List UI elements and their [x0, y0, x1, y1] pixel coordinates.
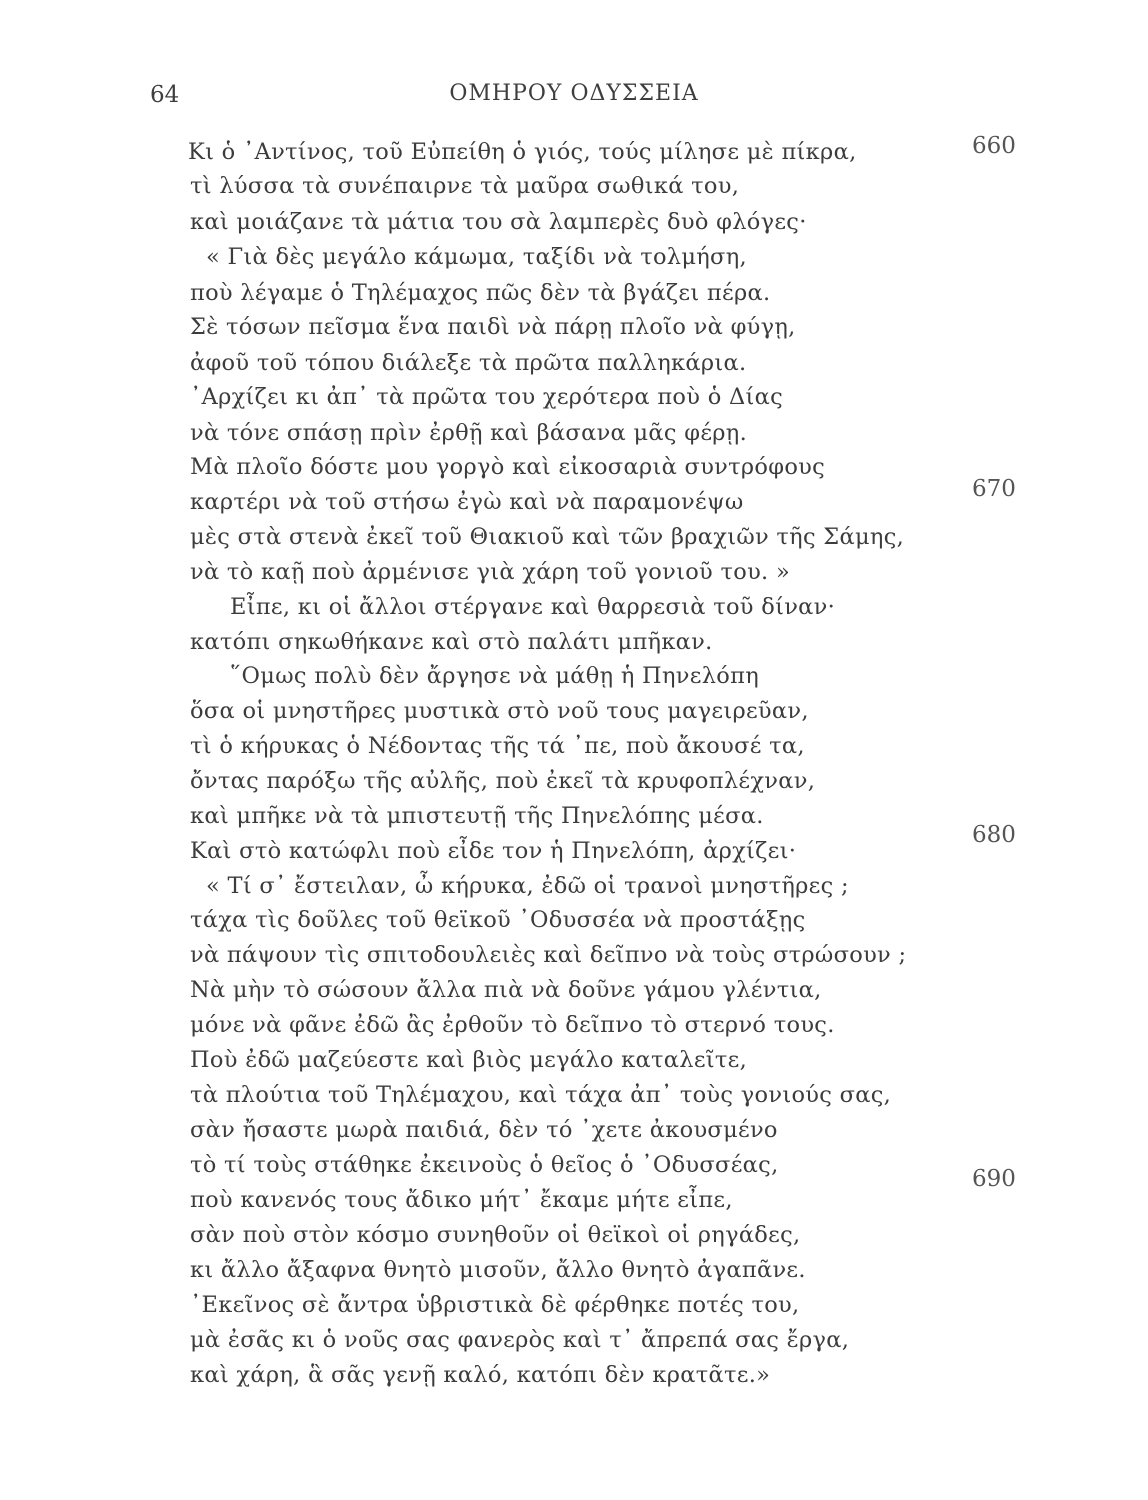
verse-line: Σὲ τόσων πεῖσμα ἕνα παιδὶ νὰ πάρῃ πλοῖο νὰ φύγῃ, [190, 314, 796, 340]
verse-line: Κι ὁ ᾿Αντίνος, τοῦ Εὐπείθη ὁ γιός, τούς μίλησε μὲ πίκρα, [188, 139, 857, 165]
running-head: ΟΜΗΡΟΥ ΟΔΥΣΣΕΙΑ [449, 81, 699, 106]
verse-line: « Γιὰ δὲς μεγάλο κάμωμα, ταξίδι νὰ τολμήση, [206, 244, 747, 270]
verse-line: Νὰ μὴν τὸ σώσουν ἄλλα πιὰ νὰ δοῦνε γάμου γλέντια, [190, 977, 822, 1003]
verse-line: κι ἄλλο ἄξαφνα θνητὸ μισοῦν, ἄλλο θνητὸ ἀγαπᾶνε. [190, 1257, 806, 1283]
page-number: 64 [150, 82, 180, 108]
verse-line: ὅσα οἱ μνηστῆρες μυστικὰ στὸ νοῦ τους μαγειρεῦαν, [190, 698, 809, 724]
line-number: 670 [972, 476, 1016, 502]
verse-line: νὰ τόνε σπάσῃ πρὶν ἐρθῇ καὶ βάσανα μᾶς φέρῃ. [190, 420, 748, 446]
verse-line: καὶ μπῆκε νὰ τὰ μπιστευτῇ τῆς Πηνελόπης μέσα. [190, 803, 764, 829]
verse-line: σὰν ἤσαστε μωρὰ παιδιά, δὲν τό ᾿χετε ἀκουσμένο [190, 1117, 778, 1143]
verse-line: ποὺ λέγαμε ὁ Τηλέμαχος πῶς δὲν τὰ βγάζει πέρα. [190, 280, 771, 306]
verse-line: κατόπι σηκωθήκανε καὶ στὸ παλάτι μπῆκαν. [190, 629, 713, 655]
verse-line: « Τί σ᾿ ἔστειλαν, ὦ κήρυκα, ἐδῶ οἱ τρανοὶ μνηστῆρες ; [206, 873, 849, 899]
verse-line: ᾿Αρχίζει κι ἀπ᾿ τὰ πρῶτα του χερότερα ποὺ ὁ Δίας [190, 384, 784, 410]
verse-line: ἀφοῦ τοῦ τόπου διάλεξε τὰ πρῶτα παλληκάρια. [190, 350, 747, 376]
verse-line: μόνε νὰ φᾶνε ἐδῶ ἂς ἐρθοῦν τὸ δεῖπνο τὸ στερνό τους. [190, 1012, 835, 1038]
verse-line: ῞Ομως πολὺ δὲν ἄργησε νὰ μάθῃ ἡ Πηνελόπη [230, 663, 759, 689]
verse-line: καρτέρι νὰ τοῦ στήσω ἐγὼ καὶ νὰ παραμονέψω [190, 489, 744, 515]
verse-line: Μὰ πλοῖο δόστε μου γοργὸ καὶ εἰκοσαριὰ συντρόφους [190, 454, 826, 480]
verse-line: τὶ ὁ κήρυκας ὁ Νέδοντας τῆς τά ᾿πε, ποὺ ἄκουσέ τα, [190, 733, 805, 759]
verse-line: ποὺ κανενός τους ἄδικο μήτ᾿ ἔκαμε μήτε εἶπε, [190, 1187, 733, 1213]
line-number: 690 [972, 1166, 1016, 1192]
verse-line: σὰν ποὺ στὸν κόσμο συνηθοῦν οἱ θεϊκοὶ οἱ ρηγάδες, [190, 1222, 801, 1248]
verse-line: μὰ ἐσᾶς κι ὁ νοῦς σας φανερὸς καὶ τ᾿ ἄπρεπά σας ἔργα, [190, 1327, 850, 1353]
verse-line: καὶ μοιάζανε τὰ μάτια του σὰ λαμπερὲς δυὸ φλόγες· [190, 209, 807, 235]
verse-line: τὸ τί τοὺς στάθηκε ἐκεινοὺς ὁ θεῖος ὁ ᾿Οδυσσέας, [190, 1152, 779, 1178]
verse-line: καὶ χάρη, ἃ σᾶς γενῇ καλό, κατόπι δὲν κρατᾶτε.» [190, 1362, 771, 1388]
verse-line: νὰ τὸ καῇ ποὺ ἀρμένισε γιὰ χάρη τοῦ γονιοῦ του. » [190, 559, 791, 585]
verse-line: μὲς στὰ στενὰ ἐκεῖ τοῦ Θιακιοῦ καὶ τῶν βραχιῶν τῆς Σάμης, [190, 524, 905, 550]
line-number: 660 [972, 133, 1016, 159]
line-number: 680 [972, 822, 1016, 848]
verse-line: τὶ λύσσα τὰ συνέπαιρνε τὰ μαῦρα σωθικά του, [190, 173, 740, 199]
verse-line: ὄντας παρόξω τῆς αὐλῆς, ποὺ ἐκεῖ τὰ κρυφοπλέχναν, [190, 768, 816, 794]
verse-line: νὰ πάψουν τὶς σπιτοδουλειὲς καὶ δεῖπνο νὰ τοὺς στρώσουν ; [190, 942, 907, 968]
verse-line: τάχα τὶς δοῦλες τοῦ θεϊκοῦ ᾿Οδυσσέα νὰ προστάξῃς [190, 907, 806, 933]
verse-line: ᾿Εκεῖνος σὲ ἄντρα ὑβριστικὰ δὲ φέρθηκε ποτές του, [190, 1292, 800, 1318]
verse-line: Εἶπε, κι οἱ ἄλλοι στέργανε καὶ θαρρεσιὰ τοῦ δίναν· [230, 594, 836, 620]
verse-line: Ποὺ ἐδῶ μαζεύεστε καὶ βιὸς μεγάλο καταλεῖτε, [190, 1047, 748, 1073]
verse-line: Καὶ στὸ κατώφλι ποὺ εἶδε τον ἡ Πηνελόπη, ἀρχίζει· [190, 838, 797, 864]
verse-line: τὰ πλούτια τοῦ Τηλέμαχου, καὶ τάχα ἀπ᾿ τοὺς γονιούς σας, [190, 1082, 892, 1108]
